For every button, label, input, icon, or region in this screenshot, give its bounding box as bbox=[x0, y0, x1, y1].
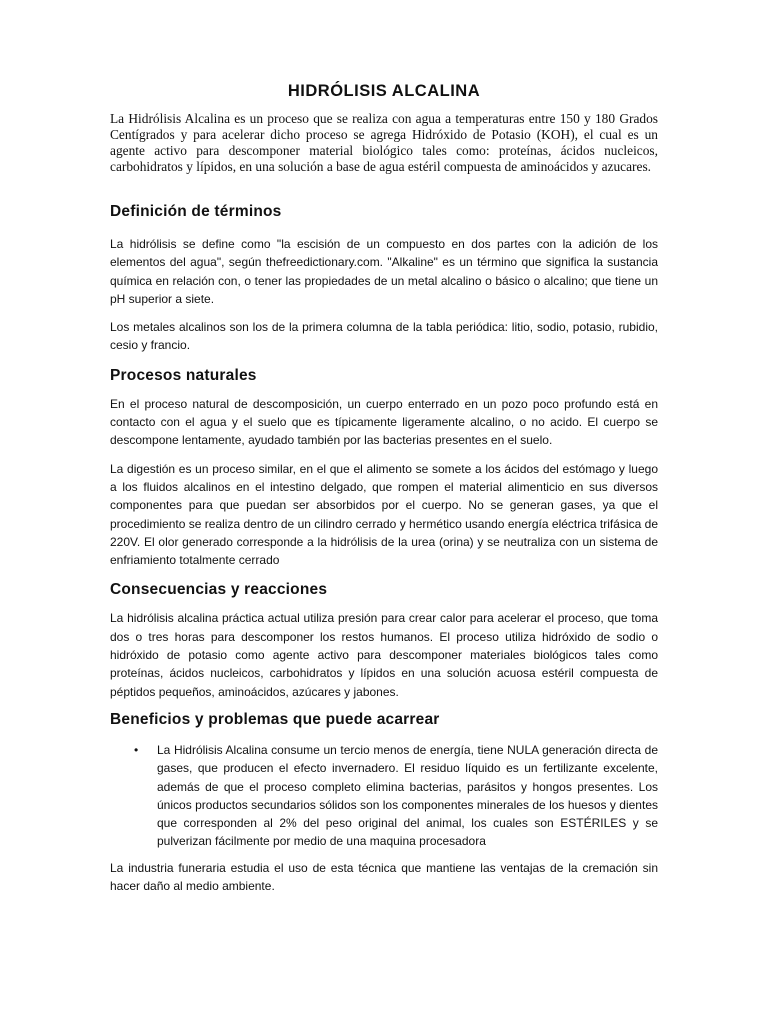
document-title: HIDRÓLISIS ALCALINA bbox=[287, 82, 481, 100]
heading-procesos-naturales: Procesos naturales bbox=[110, 366, 257, 384]
paragraph-definicion-1: La hidrólisis se define como "la escisión de un compuesto en dos partes con la adición de los elementos del agua", según thefreedictionary.com. "Alkaline" es un término que significa la sustancia química en relación con, o tener las propiedades de un metal alcalino o básico o alcalino; que tiene un pH superior a siete. bbox=[110, 237, 658, 306]
paragraph-definicion-2: Los metales alcalinos son los de la primera columna de la tabla periódica: litio, sodio, potasio, rubidio, cesio y francio. bbox=[110, 320, 658, 353]
heading-beneficios-problemas: Beneficios y problemas que puede acarrear bbox=[110, 710, 440, 728]
intro-paragraph: La Hidrólisis Alcalina es un proceso que se realiza con agua a temperaturas entre 150 y 180 Grados Centígrados y para acelerar dicho proceso se agrega Hidróxido de Potasio (KOH), el cual es un agente activo para descomponer material biológico tales como: proteínas, ácidos nucleicos, carbohidratos y lípidos, en una solución a base de agua estéril compuesta de aminoácidos y azucares. bbox=[110, 111, 658, 174]
bullet-icon: • bbox=[134, 742, 139, 757]
heading-consecuencias-reacciones: Consecuencias y reacciones bbox=[110, 581, 328, 599]
paragraph-procesos-1: En el proceso natural de descomposición, un cuerpo enterrado en un pozo poco profundo está en contacto con el agua y el suelo que es típicamente ligeramente alcalino, o no acido. El cuerpo se descompone lentamente, ayudado también por las bacterias presentes en el suelo. bbox=[110, 396, 658, 448]
document-page bbox=[110, 82, 658, 905]
list-item bbox=[110, 741, 658, 851]
heading-definicion-terminos: Definición de términos bbox=[110, 203, 282, 220]
paragraph-procesos-2: La digestión es un proceso similar, en el que el alimento se somete a los ácidos del estómago y luego a los fluidos alcalinos en el intestino delgado, que rompen el material alimenticio en sus diversos componentes para que puedan ser absorbidos por el cuerpo. No se generan gases, ya que el procedimiento se realiza dentro de un cilindro cerrado y hermético usando energía eléctrica trifásica de 220V. El olor generado corresponde a la hidrólisis de la urea (orina) y se neutraliza con un sistema de enfriamiento totalmente cerrado bbox=[110, 461, 658, 568]
paragraph-beneficios-closing: La industria funeraria estudia el uso de esta técnica que mantiene las ventajas de la cremación sin hacer daño al medio ambiente. bbox=[110, 860, 658, 894]
paragraph-consecuencias-1: La hidrólisis alcalina práctica actual utiliza presión para crear calor para acelerar el proceso, que toma dos o tres horas para descomponer los restos humanos. El proceso utiliza hidróxido de sodio o hidróxido de potasio como agente activo para descomponer materiales biológicos tales como proteínas, ácidos nucleicos, carbohidratos y lípidos en una solución acuosa estéril compuesta de péptidos pequeños, aminoácidos, azúcares y jabones. bbox=[110, 611, 658, 699]
list-item-text: La Hidrólisis Alcalina consume un tercio menos de energía, tiene NULA generación directa de gases, que producen el efecto invernadero. El residuo líquido es un fertilizante excelente, además de que el proceso completo elimina bacterias, parásitos y hongos presentes. Los únicos productos secundarios sólidos son los componentes minerales de los huesos y dientes que corresponden al 2% del peso original del animal, los cuales son ESTÉRILES y se pulverizan fácilmente por medio de una maquina procesadora bbox=[157, 742, 658, 849]
benefits-list bbox=[110, 741, 658, 851]
